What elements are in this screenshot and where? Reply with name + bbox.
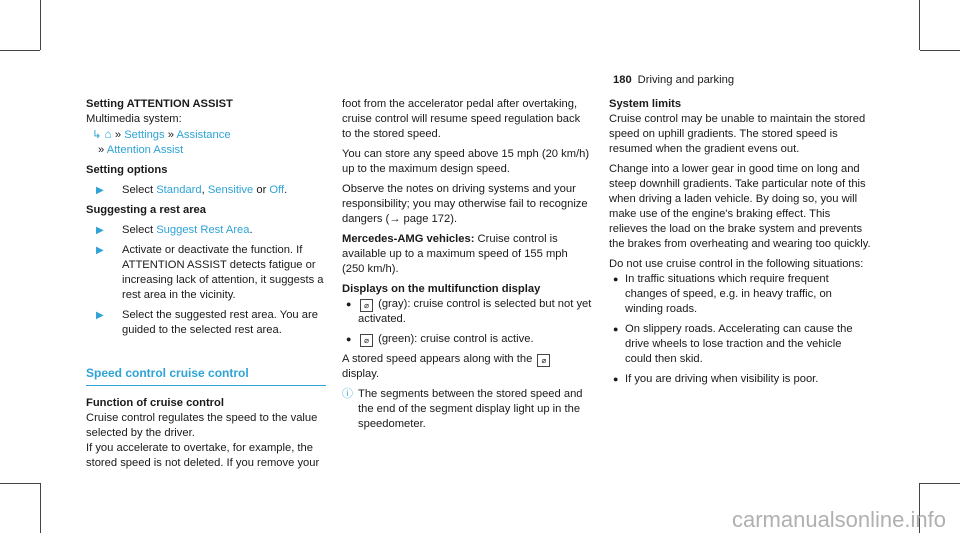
step-arrow-icon: ▶: [96, 185, 104, 196]
function-text-1: Cruise control regulates the speed to the value selected by the driver.: [86, 412, 318, 439]
cruise-control-icon: ⌀: [360, 334, 373, 347]
step-arrow-icon: ▶: [96, 310, 104, 321]
select-step: ▶ Select the suggested rest area. You are guided to the selected rest area.: [96, 309, 318, 336]
menu-path: [86, 127, 326, 158]
options-step: ▶ Select Standard, Sensitive or Off.: [96, 184, 288, 196]
watermark: carmanualsonline.info: [731, 507, 946, 532]
crop-mark: [40, 0, 41, 50]
bullet-icon: ●: [613, 274, 619, 284]
double-chevron-icon: »: [98, 144, 105, 156]
list-item: ● If you are driving when visibility is poor.: [613, 373, 819, 385]
paragraph: Change into a lower gear in good time on long and steep downhill gradients. Take particular note of this when driving a laden vehicle. By doing so, you will make use of the engine's braking effect. This relieves the load on the brake system and prevents the brakes from overheating and wearing too quickly.: [609, 163, 871, 250]
home-icon: ⌂: [104, 127, 112, 141]
list-item: ● In traffic situations which require frequent changes of speed, e.g. in heavy traffic, on winding roads.: [613, 273, 832, 315]
activate-step: ▶ Activate or deactivate the function. If ATTENTION ASSIST detects fatigue or increasing lack of attention, it suggests a rest area in the vicinity.: [96, 244, 324, 301]
suggest-step: ▶ Select Suggest Rest Area.: [96, 224, 253, 236]
setting-options-heading: Setting options: [86, 164, 168, 176]
option-off: Off: [269, 184, 285, 196]
cruise-control-icon: ⌀: [360, 299, 373, 312]
step-arrow-icon: ▶: [96, 245, 104, 256]
option-sensitive: Sensitive: [207, 184, 254, 196]
displays-heading: Displays on the multifunction display: [342, 283, 541, 295]
column-3: [609, 97, 871, 387]
paragraph: foot from the accelerator pedal after overtaking, cruise control will resume speed regulation back to the stored speed.: [342, 98, 581, 140]
crop-mark: [920, 50, 960, 51]
function-heading: Function of cruise control: [86, 397, 224, 409]
crop-mark: [920, 483, 960, 484]
enter-arrow-icon: ↳: [92, 129, 102, 141]
path-intro: Multimedia system:: [86, 113, 182, 125]
paragraph: Observe the notes on driving systems and your responsibility; you may otherwise fail to recognize dangers (→ page 172).: [342, 183, 588, 225]
crop-mark: [0, 483, 40, 484]
bullet-icon: ●: [346, 299, 352, 309]
amg-paragraph: Mercedes-AMG vehicles: Cruise control is available up to a maximum speed of 155 mph (250 km/h).: [342, 233, 568, 275]
function-text-2: If you accelerate to overtake, for example, the stored speed is not deleted. If you remove your: [86, 442, 320, 469]
crop-mark: [40, 483, 41, 533]
cruise-control-icon: ⌀: [537, 354, 550, 367]
bullet-icon: ●: [346, 334, 352, 344]
suggesting-heading: Suggesting a rest area: [86, 204, 206, 216]
path-settings: Settings: [124, 129, 165, 141]
info-icon: ⓘ: [342, 388, 353, 400]
option-standard: Standard: [156, 184, 202, 196]
path-assistance: Assistance: [176, 129, 231, 141]
paragraph: You can store any speed above 15 mph (20 km/h) up to the maximum design speed.: [342, 148, 590, 175]
bullet-icon: ●: [613, 374, 619, 384]
paragraph: A stored speed appears along with the ⌀ display.: [342, 352, 592, 382]
list-item: ● ⌀ (green): cruise control is active.: [346, 333, 534, 345]
column-1: [86, 97, 326, 471]
page-number: 180: [613, 74, 632, 86]
double-chevron-icon: »: [167, 129, 174, 141]
system-limits-heading: System limits: [609, 98, 682, 110]
step-arrow-icon: ▶: [96, 225, 104, 236]
note: ⓘ The segments between the stored speed and the end of the segment display light up in the speedometer.: [342, 388, 583, 430]
double-chevron-icon: »: [114, 129, 122, 141]
paragraph: Do not use cruise control in the following situations:: [609, 258, 864, 270]
paragraph: Cruise control may be unable to maintain the stored speed on uphill gradients. The stored speed is resumed when the gradient evens out.: [609, 113, 866, 155]
page-header: [613, 73, 734, 88]
list-item: ● On slippery roads. Accelerating can cause the drive wheels to lose traction and the vehicle could then skid.: [613, 323, 853, 365]
setting-title: Setting ATTENTION ASSIST: [86, 98, 233, 110]
crop-mark: [0, 50, 40, 51]
crop-mark: [919, 0, 920, 50]
section-title: Speed control cruise control: [86, 366, 326, 386]
bullet-icon: ●: [613, 324, 619, 334]
path-attention-assist: Attention Assist: [106, 144, 184, 156]
chapter-title: Driving and parking: [637, 74, 735, 86]
list-item: ● ⌀ (gray): cruise control is selected but not yet activated.: [346, 298, 592, 325]
column-2: [342, 97, 592, 432]
suggest-rest-area: Suggest Rest Area: [156, 224, 250, 236]
